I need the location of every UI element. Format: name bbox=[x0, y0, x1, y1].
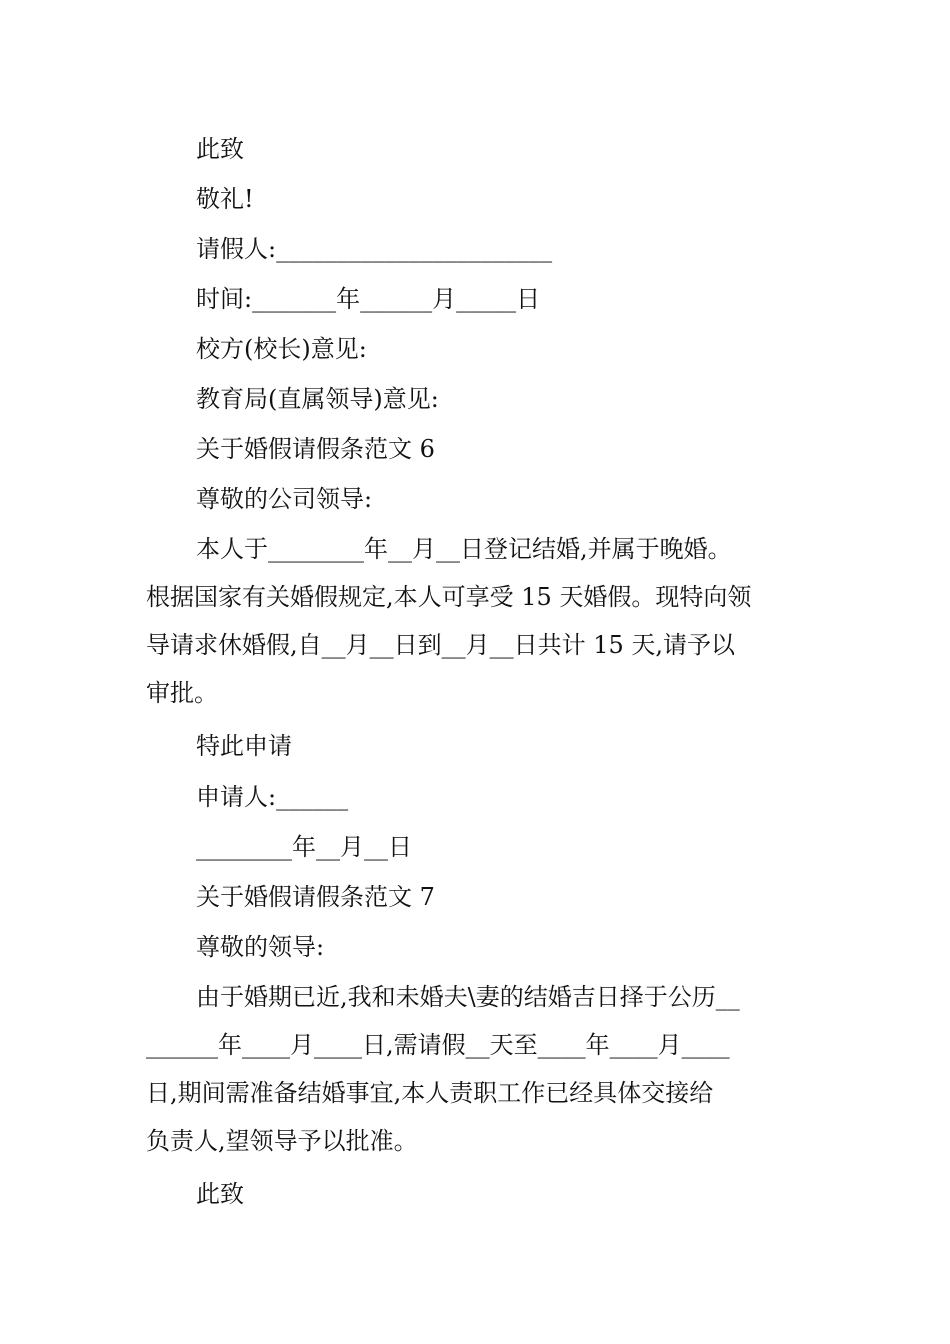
salutation-closing: 此致 bbox=[196, 135, 244, 163]
section-title-7: 关于婚假请假条范文 7 bbox=[196, 883, 435, 911]
applicant-signature-line: 请假人:_______________________ bbox=[196, 235, 553, 263]
paragraph-line: ______年____月____日,需请假__天至____年____月____ bbox=[146, 1031, 730, 1059]
greeting-7: 尊敬的领导: bbox=[196, 933, 325, 961]
paragraph-line: 日,期间需准备结婚事宜,本人责职工作已经具体交接给 bbox=[146, 1079, 714, 1107]
paragraph-line: 本人于________年__月__日登记结婚,并属于晚婚。 bbox=[196, 535, 732, 563]
signature-date-line: ________年__月__日 bbox=[196, 833, 412, 861]
paragraph-line: 审批。 bbox=[146, 679, 218, 707]
paragraph-line: 导请求休婚假,自__月__日到__月__日共计 15 天,请予以 bbox=[146, 631, 736, 659]
paragraph-line: 负责人,望领导予以批准。 bbox=[146, 1127, 418, 1155]
school-opinion-line: 校方(校长)意见: bbox=[196, 335, 367, 363]
paragraph-line: 由于婚期已近,我和未婚夫\妻的结婚吉日择于公历__ bbox=[196, 983, 740, 1011]
respect-closing: 敬礼! bbox=[196, 185, 254, 213]
closing-request: 特此申请 bbox=[196, 732, 292, 760]
date-line: 时间:_______年______月_____日 bbox=[196, 285, 541, 313]
bureau-opinion-line: 教育局(直属领导)意见: bbox=[196, 385, 439, 413]
greeting-6: 尊敬的公司领导: bbox=[196, 485, 373, 513]
body-paragraph-6 bbox=[146, 525, 811, 717]
section-title-6: 关于婚假请假条范文 6 bbox=[196, 435, 435, 463]
paragraph-line: 根据国家有关婚假规定,本人可享受 15 天婚假。现特向领 bbox=[146, 583, 752, 611]
closing-salutation: 此致 bbox=[196, 1180, 244, 1208]
applicant-line: 申请人:______ bbox=[196, 783, 349, 811]
body-paragraph-7 bbox=[146, 973, 811, 1165]
